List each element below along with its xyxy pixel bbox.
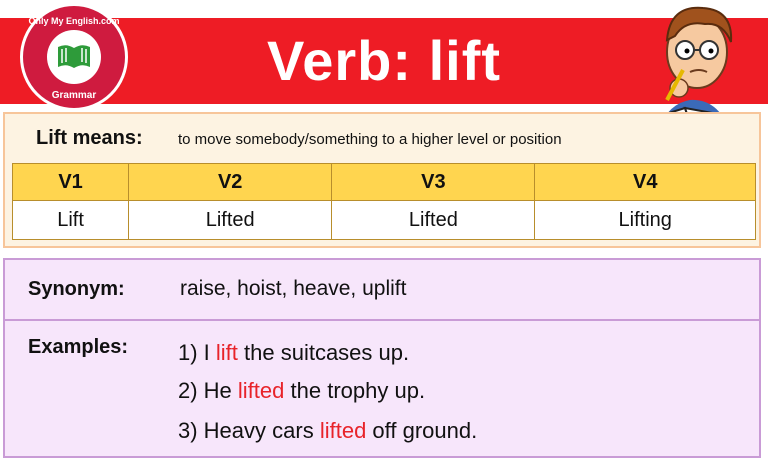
examples-label: Examples:: [28, 336, 129, 358]
verb-forms-table: [12, 163, 756, 240]
header-v2: V2: [129, 164, 332, 201]
page-title: Verb: lift: [266, 29, 502, 92]
verb-forms-header-row: [13, 164, 756, 201]
example-3-verb: lifted: [319, 418, 367, 443]
value-v2: Lifted: [129, 201, 332, 240]
example-1-verb: lift: [215, 340, 238, 365]
logo-badge: [47, 30, 101, 84]
example-3-prefix: 3) Heavy cars: [178, 418, 320, 443]
example-1-suffix: the suitcases up.: [237, 340, 410, 365]
example-2-prefix: 2) He: [178, 378, 238, 403]
example-2-verb: lifted: [237, 378, 285, 403]
header-v3: V3: [332, 164, 535, 201]
example-3: [178, 418, 477, 444]
value-v4: Lifting: [535, 201, 756, 240]
example-2: [178, 378, 425, 404]
book-icon: [56, 43, 92, 69]
header-v4: V4: [535, 164, 756, 201]
value-v3: Lifted: [332, 201, 535, 240]
logo-bottom-text: Grammar: [51, 90, 97, 101]
example-3-suffix: off ground.: [366, 418, 478, 443]
synonym-label: Synonym:: [28, 278, 125, 300]
site-logo[interactable]: [20, 3, 128, 111]
header-v1: V1: [13, 164, 129, 201]
value-v1: Lift: [13, 201, 129, 240]
meaning-text: to move somebody/something to a higher level or position: [178, 131, 562, 148]
synonym-value: raise, hoist, heave, uplift: [180, 277, 407, 300]
meaning-label: Lift means:: [36, 127, 143, 149]
panel-divider: [3, 319, 761, 321]
example-1: [178, 340, 409, 366]
verb-forms-value-row: [13, 201, 756, 240]
example-1-prefix: 1) I: [178, 340, 216, 365]
logo-top-text: Only My English.com: [28, 16, 120, 26]
example-2-suffix: the trophy up.: [284, 378, 426, 403]
